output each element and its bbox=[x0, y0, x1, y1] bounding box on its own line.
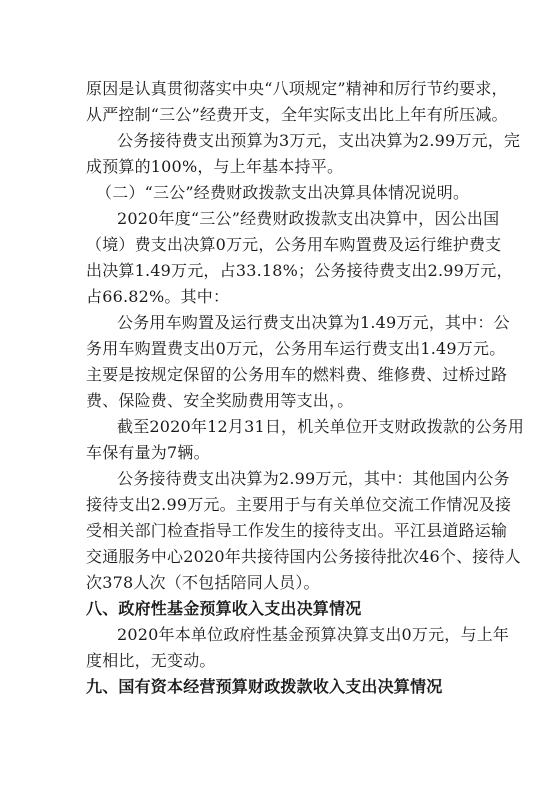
section-heading: 八、政府性基金预算收入支出决算情况 bbox=[86, 599, 362, 618]
paragraph-line: 交通服务中心2020年共接待国内公务接待批次46个、接待人 bbox=[86, 547, 521, 566]
paragraph-line: 成预算的100%，与上年基本持平。 bbox=[86, 157, 344, 176]
paragraph-line: 车保有量为7辆。 bbox=[86, 443, 210, 462]
paragraph-line: 主要是按规定保留的公务用车的燃料费、维修费、过桥过路 bbox=[86, 365, 508, 384]
paragraph-line: 次378人次（不包括陪同人员）。 bbox=[86, 573, 320, 592]
paragraph-line: 公务接待费支出决算为2.99万元，其中：其他国内公务 bbox=[117, 469, 510, 488]
paragraph-line: 务用车购置费支出0万元，公务用车运行费支出1.49万元。 bbox=[86, 339, 506, 358]
section-heading: 九、国有资本经营预算财政拨款收入支出决算情况 bbox=[86, 677, 443, 696]
paragraph-line: 原因是认真贯彻落实中央“八项规定”精神和厉行节约要求， bbox=[86, 79, 508, 98]
paragraph-line: 费、保险费、安全奖励费用等支出，。 bbox=[86, 391, 354, 410]
paragraph-line: （境）费支出决算0万元，公务用车购置费及运行维护费支 bbox=[86, 235, 502, 254]
paragraph-line: 2020年本单位政府性基金预算决算支出0万元，与上年 bbox=[117, 625, 510, 644]
paragraph-line: 出决算1.49万元，占33.18%；公务接待费支出2.99万元， bbox=[86, 261, 513, 280]
paragraph-line: 接待支出2.99万元。主要用于与有关单位交流工作情况及接 bbox=[86, 495, 512, 514]
paragraph-line: 度相比，无变动。 bbox=[86, 651, 216, 670]
paragraph-line: 受相关部门检查指导工作发生的接待支出。平江县道路运输 bbox=[86, 521, 508, 540]
section-subheading: （二）“三公”经费财政拨款支出决算具体情况说明。 bbox=[96, 183, 470, 202]
paragraph-line: 占66.82%。其中： bbox=[86, 287, 230, 306]
paragraph-line: 从严控制“三公”经费开支，全年实际支出比上年有所压减。 bbox=[86, 105, 508, 124]
paragraph-line: 2020年度“三公”经费财政拨款支出决算中，因公出国 bbox=[117, 209, 500, 228]
paragraph-line: 截至2020年12月31日，机关单位开支财政拨款的公务用 bbox=[117, 417, 525, 436]
paragraph-line: 公务接待费支出预算为3万元，支出决算为2.99万元，完 bbox=[117, 131, 521, 150]
paragraph-line: 公务用车购置及运行费支出决算为1.49万元，其中：公 bbox=[117, 313, 510, 332]
